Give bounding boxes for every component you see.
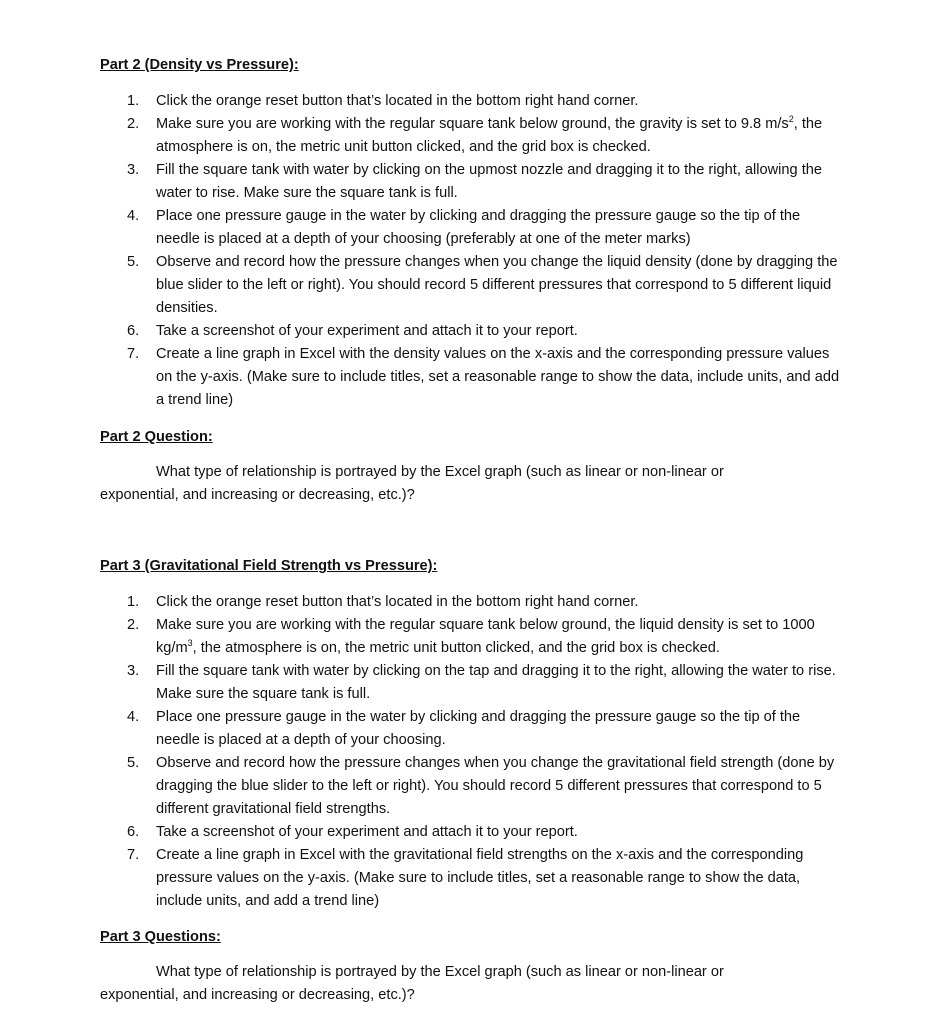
part2-steps [127,90,846,412]
list-item: 4. Place one pressure gauge in the water by clicking and dragging the pressure gauge so the tip of the needle is placed at a depth of your choosing. [127,709,801,749]
part3-steps [127,591,846,913]
list-item: 7. Create a line graph in Excel with the gravitational field strengths on the x-axis and the corresponding pressure values on the y-axis. (Make sure to include titles, set a reasonable range to show the data, include units, and add a trend line) [127,847,804,910]
list-item: 5. Observe and record how the pressure changes when you change the gravitational field strength (done by dragging the blue slider to the left or right). You should record 5 different pressures that correspond to 5 different gravitational field strengths. [127,755,835,818]
part2-question-heading: Part 2 Question: [100,429,213,445]
list-item: 2. Make sure you are working with the regular square tank below ground, the gravity is set to 9.8 $m/s^2$, the atmosphere is on, the metric unit button clicked, and the grid box is checked. [127,114,823,156]
list-item: 5. Observe and record how the pressure changes when you change the liquid density (done by dragging the blue slider to the left or right). You should record 5 different pressures that correspond to 5 different liquid densities. [127,254,838,317]
list-item: 3. Fill the square tank with water by clicking on the upmost nozzle and dragging it to the right, allowing the water to rise. Make sure the square tank is full. [127,162,823,202]
part3-question: What type of relationship is portrayed by the Excel graph (such as linear or non-linear or exponential, and increasing or decreasing, etc.)? [100,964,724,1004]
list-item: 2. Make sure you are working with the regular square tank below ground, the liquid density is set to 1000 $kg/m^3$, the atmosphere is on, the metric unit button clicked, and the grid box is checked. [127,617,815,657]
list-item: 3. Fill the square tank with water by clicking on the tap and dragging it to the right, allowing the water to rise. Make sure the square tank is full. [127,663,836,703]
part3-question-heading: Part 3 Questions: [100,929,221,945]
list-item: 4. Place one pressure gauge in the water by clicking and dragging the pressure gauge so the tip of the needle is placed at a depth of your choosing (preferably at one of the meter marks) [127,208,801,248]
part2-question: What type of relationship is portrayed by the Excel graph (such as linear or non-linear or exponential, and increasing or decreasing, etc.)? [100,464,724,504]
part3-heading: Part 3 (Gravitational Field Strength vs Pressure): [100,558,438,574]
list-item: 6. Take a screenshot of your experiment and attach it to your report. [127,323,578,339]
list-item: 6. Take a screenshot of your experiment and attach it to your report. [127,824,578,840]
part2-heading: Part 2 (Density vs Pressure): [100,57,299,73]
list-item: 1. Click the orange reset button that’s located in the bottom right hand corner. [127,594,639,610]
list-item: 1. Click the orange reset button that’s located in the bottom right hand corner. [127,93,639,109]
list-item: 7. Create a line graph in Excel with the density values on the x-axis and the corresponding pressure values on the y-axis. (Make sure to include titles, set a reasonable range to show the data, include units, and add a trend line) [127,346,840,409]
